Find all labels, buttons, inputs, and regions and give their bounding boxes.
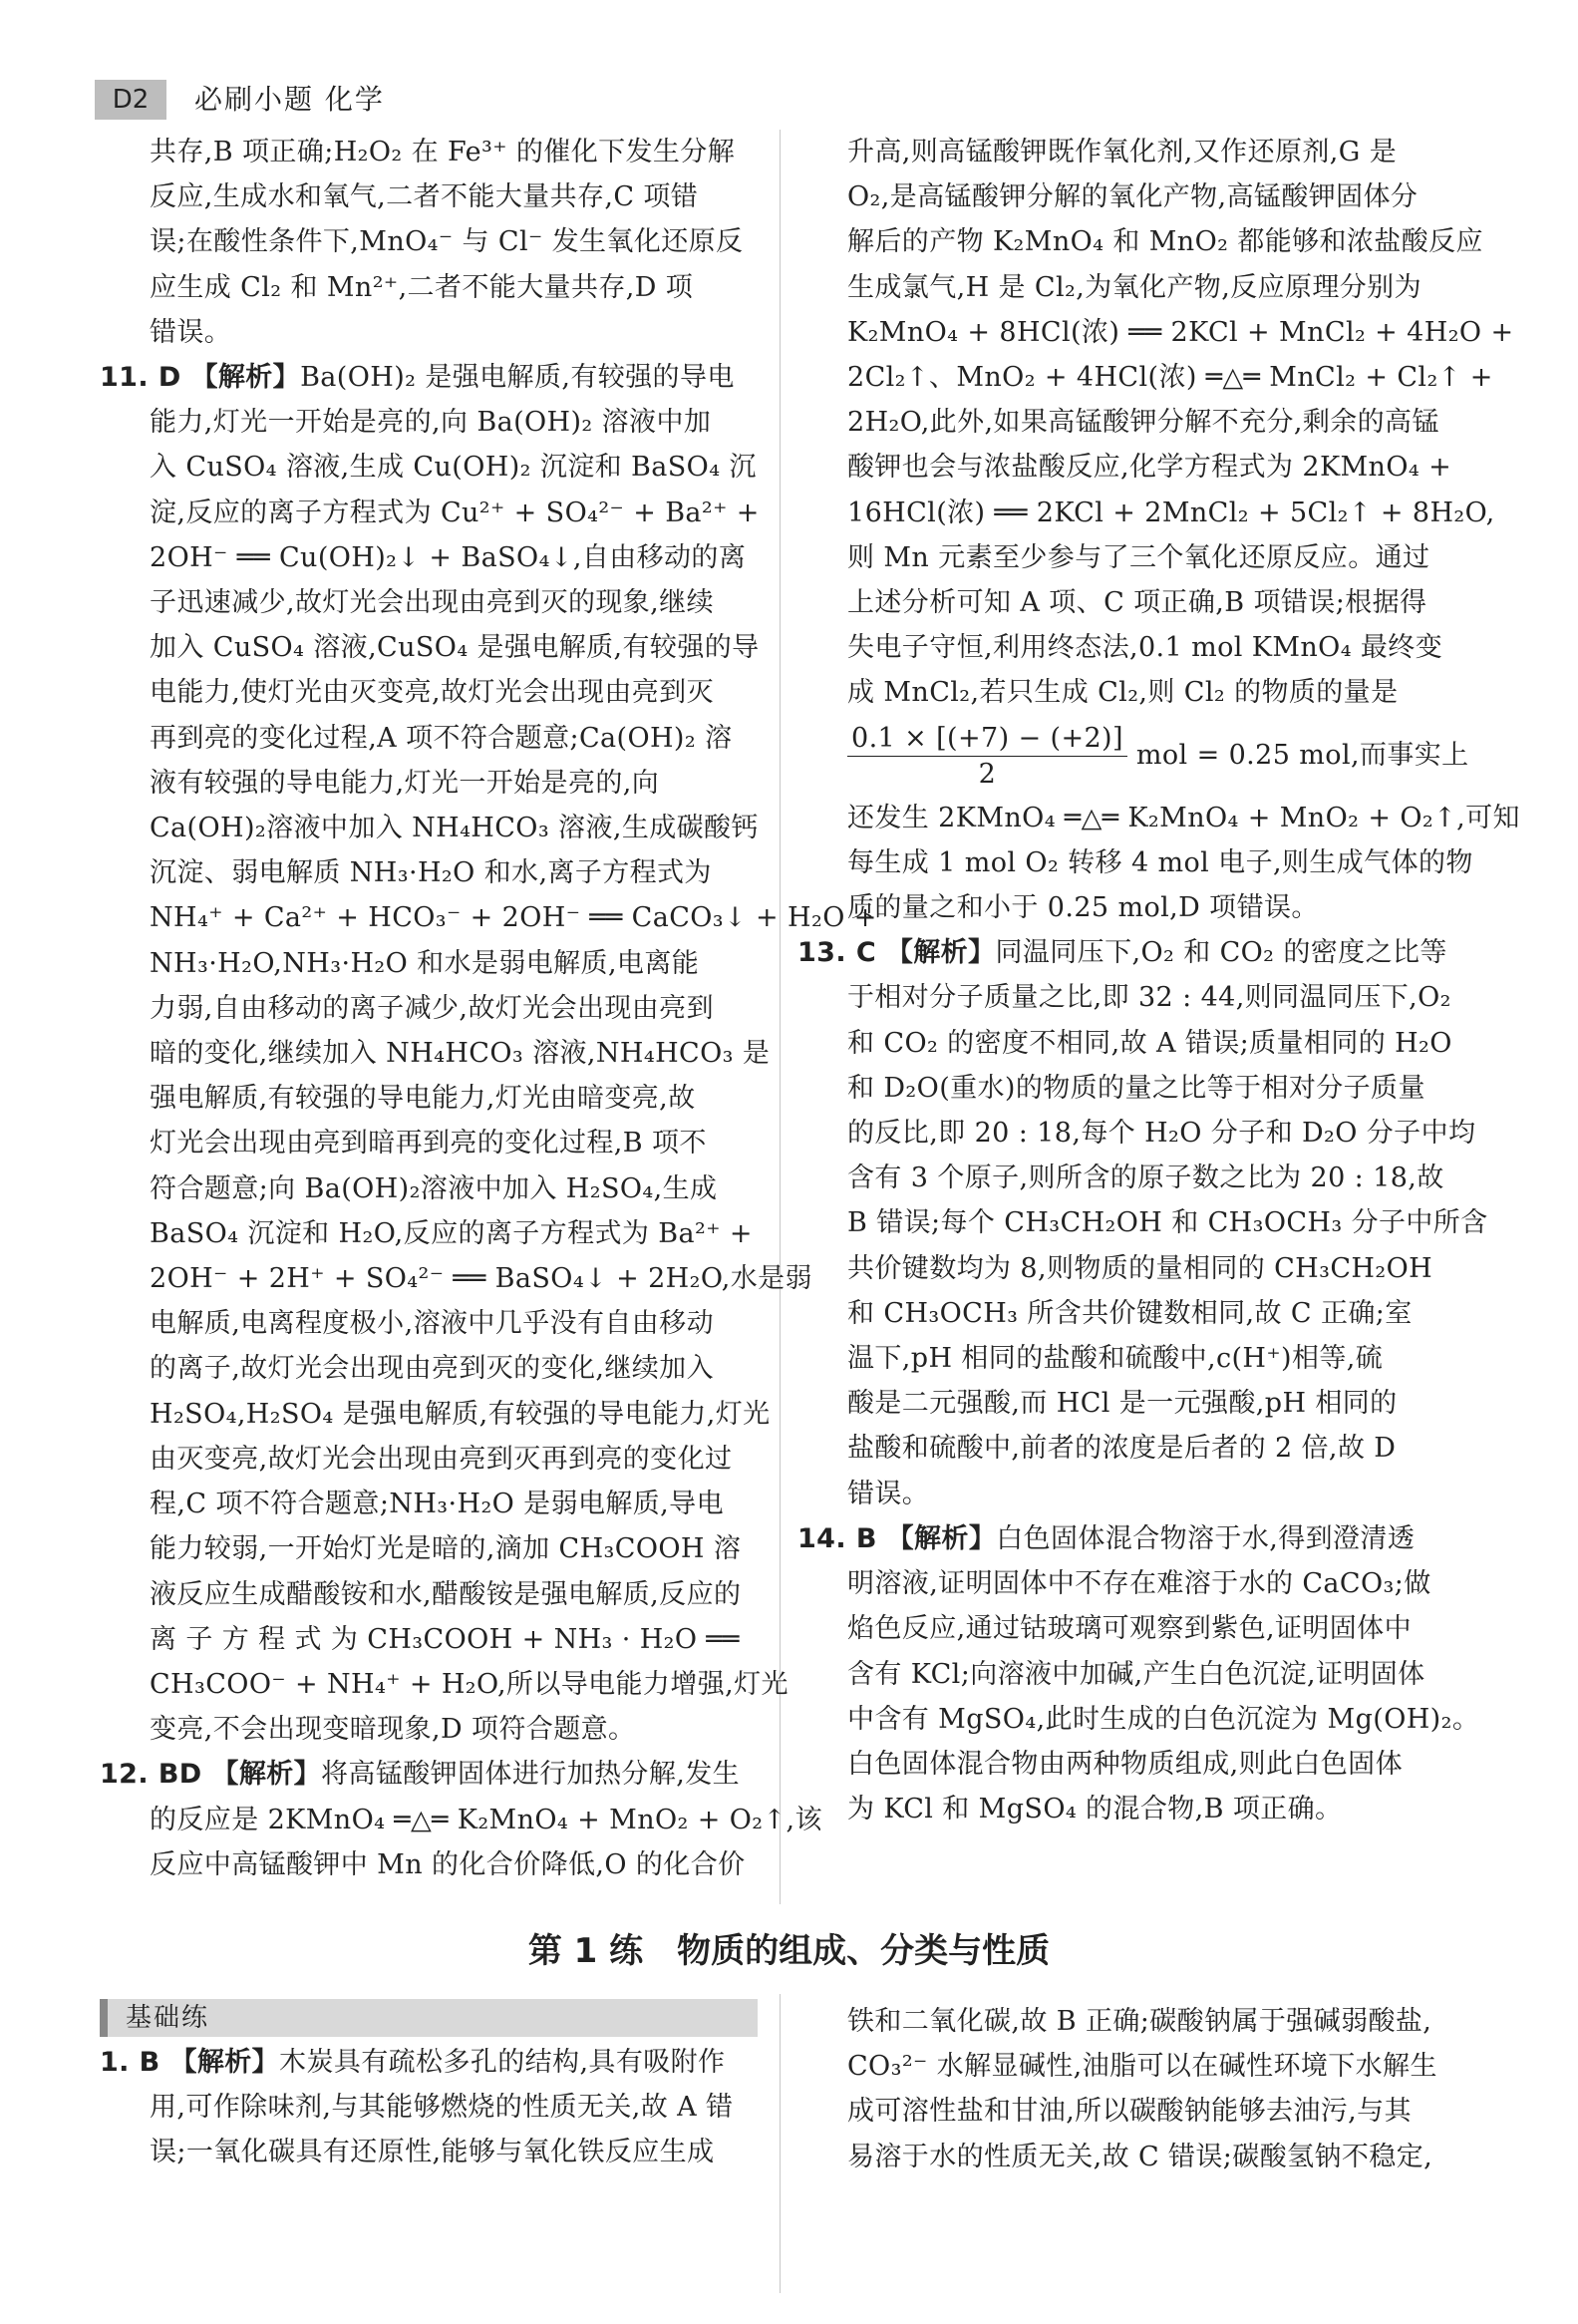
text-line — [797, 1999, 1460, 2044]
line-text: 温下,pH 相同的盐酸和硫酸中,c(H⁺)相等,硫 — [847, 1343, 1384, 1375]
text-line — [100, 1437, 758, 1482]
text-line — [797, 1742, 1460, 1787]
line-text: 反应中高锰酸钾中 Mn 的化合价降低,O 的化合价 — [150, 1848, 746, 1880]
line-text: 再到亮的变化过程,A 项不符合题意;Ca(OH)₂ 溶 — [150, 722, 733, 754]
analysis-tag: 【解析】 — [169, 2047, 280, 2078]
text-line — [797, 2089, 1460, 2134]
line-text: 成可溶性盐和甘油,所以碳酸钠能够去油污,与其 — [847, 2096, 1412, 2128]
analysis-tag: 【解析】 — [190, 362, 301, 394]
line-text: 2H₂O,此外,如果高锰酸钾分解不充分,剩余的高锰 — [847, 407, 1439, 439]
line-text: CO₃²⁻ 水解显碱性,油脂可以在碱性环境下水解生 — [847, 2051, 1437, 2083]
text-line — [797, 1561, 1460, 1606]
text-line — [100, 174, 758, 219]
text-line — [797, 130, 1460, 174]
left-column-bottom — [100, 2040, 758, 2175]
text-line — [100, 1707, 758, 1752]
text-line — [797, 355, 1493, 400]
line-text: 解后的产物 K₂MnO₄ 和 MnO₂ 都能够和浓盐酸反应 — [847, 226, 1483, 258]
question-line — [797, 1516, 1460, 1561]
text-line — [797, 2135, 1460, 2179]
line-text: 含有 KCl;向溶液中加碱,产生白色沉淀,证明固体 — [847, 1658, 1425, 1690]
question-number: 11. D — [100, 362, 191, 394]
line-text: mol = 0.25 mol,而事实上 — [1126, 739, 1469, 771]
line-text: 加入 CuSO₄ 溶液,CuSO₄ 是强电解质,有较强的导 — [150, 632, 760, 664]
question-number: 13. C — [797, 937, 886, 969]
analysis-tag: 【解析】 — [211, 1759, 322, 1791]
line-text: 失电子守恒,利用终态法,0.1 mol KMnO₄ 最终变 — [847, 632, 1443, 664]
line-text: 上述分析可知 A 项、C 项正确,B 项错误;根据得 — [847, 587, 1427, 619]
right-column-top — [797, 130, 1520, 1831]
line-text: 2OH⁻ ══ Cu(OH)₂↓ + BaSO₄↓,自由移动的离 — [150, 541, 747, 573]
line-text: 2OH⁻ + 2H⁺ + SO₄²⁻ ══ BaSO₄↓ + 2H₂O,水是弱 — [150, 1263, 812, 1295]
line-text: 沉淀、弱电解质 NH₃·H₂O 和水,离子方程式为 — [150, 857, 712, 889]
text-line — [797, 1652, 1460, 1697]
line-text: 16HCl(浓) ══ 2KCl + 2MnCl₂ + 5Cl₂↑ + 8H₂O, — [847, 497, 1495, 528]
line-text: 的反应是 2KMnO₄ ═△═ K₂MnO₄ + MnO₂ + O₂↑,该 — [150, 1804, 822, 1835]
text-line — [797, 1606, 1460, 1651]
line-text: 将高锰酸钾固体进行加热分解,发生 — [321, 1759, 741, 1791]
text-line — [100, 310, 758, 355]
text-line — [797, 174, 1460, 219]
text-line — [100, 1392, 771, 1437]
line-text: 成 MnCl₂,若只生成 Cl₂,则 Cl₂ 的物质的量是 — [847, 677, 1399, 709]
line-text: 和 D₂O(重水)的物质的量之比等于相对分子质量 — [847, 1072, 1425, 1104]
text-line — [797, 1021, 1460, 1066]
text-line — [797, 1246, 1460, 1291]
text-line — [797, 1472, 1460, 1516]
text-line — [100, 761, 758, 806]
line-text: 误;在酸性条件下,MnO₄⁻ 与 Cl⁻ 发生氧化还原反 — [150, 226, 744, 258]
text-line — [797, 625, 1460, 670]
text-line — [100, 986, 758, 1031]
line-text: 盐酸和硫酸中,前者的浓度是后者的 2 倍,故 D — [847, 1433, 1397, 1465]
line-text: 2Cl₂↑、MnO₂ + 4HCl(浓) ═△═ MnCl₂ + Cl₂↑ + — [847, 362, 1493, 394]
line-text: 由灭变亮,故灯光会出现由亮到灭再到亮的变化过 — [150, 1443, 733, 1475]
line-text: 还发生 2KMnO₄ ═△═ K₂MnO₄ + MnO₂ + O₂↑,可知 — [847, 802, 1520, 833]
text-line — [797, 1336, 1460, 1381]
line-text: 共存,B 项正确;H₂O₂ 在 Fe³⁺ 的催化下发生分解 — [150, 137, 736, 167]
text-line — [797, 1156, 1460, 1200]
text-line — [100, 806, 758, 850]
line-text: 淀,反应的离子方程式为 Cu²⁺ + SO₄²⁻ + Ba²⁺ + — [150, 497, 760, 528]
line-text: 灯光会出现由亮到暗再到亮的变化过程,B 项不 — [150, 1128, 707, 1160]
text-line — [100, 1526, 758, 1571]
line-text: 变亮,不会出现变暗现象,D 项符合题意。 — [150, 1714, 636, 1746]
text-line — [100, 1617, 758, 1662]
line-text: 错误。 — [847, 1478, 930, 1509]
text-line — [100, 219, 758, 264]
text-line — [797, 400, 1460, 445]
question-number: 12. BD — [100, 1759, 212, 1791]
text-line — [797, 1111, 1476, 1156]
line-text: 反应,生成水和氧气,二者不能大量共存,C 项错 — [150, 181, 699, 213]
line-text: 的离子,故灯光会出现由亮到灭的变化,继续加入 — [150, 1353, 714, 1385]
text-line — [100, 1121, 758, 1165]
line-text: 力弱,自由移动的离子减少,故灯光会出现由亮到 — [150, 992, 714, 1024]
line-text: CH₃COO⁻ + NH₄⁺ + H₂O,所以导电能力增强,灯光 — [150, 1668, 789, 1700]
line-text: 焰色反应,通过钴玻璃可观察到紫色,证明固体中 — [847, 1613, 1412, 1645]
line-text: BaSO₄ 沉淀和 H₂O,反应的离子方程式为 Ba²⁺ + — [150, 1217, 753, 1249]
text-line — [100, 1572, 758, 1617]
page-number-badge: D2 — [95, 80, 166, 120]
text-line — [100, 580, 758, 625]
text-line — [100, 1031, 771, 1076]
line-text: 子迅速减少,故灯光会出现由亮到灭的现象,继续 — [150, 587, 714, 619]
text-line — [100, 1256, 812, 1301]
line-text: 白色固体混合物由两种物质组成,则此白色固体 — [847, 1748, 1403, 1780]
question-line — [100, 2040, 758, 2085]
line-text: NH₄⁺ + Ca²⁺ + HCO₃⁻ + 2OH⁻ ══ CaCO₃↓ + H₂O + — [150, 902, 877, 934]
line-text: 电解质,电离程度极小,溶液中几乎没有自由移动 — [150, 1308, 714, 1340]
column-divider — [780, 1994, 781, 2293]
fraction-denominator: 2 — [978, 758, 997, 790]
text-line — [100, 1166, 758, 1211]
line-text: H₂SO₄,H₂SO₄ 是强电解质,有较强的导电能力,灯光 — [150, 1398, 771, 1430]
line-text: 中含有 MgSO₄,此时生成的白色沉淀为 Mg(OH)₂。 — [847, 1703, 1480, 1735]
line-text: 生成氯气,H 是 Cl₂,为氧化产物,反应原理分别为 — [847, 271, 1421, 303]
text-line — [100, 1662, 789, 1707]
text-line — [797, 445, 1460, 490]
text-line — [797, 1200, 1488, 1245]
line-text: 和 CO₂ 的密度不相同,故 A 错误;质量相同的 H₂O — [847, 1027, 1452, 1059]
line-text: 同温同压下,O₂ 和 CO₂ 的密度之比等 — [995, 937, 1447, 969]
text-line — [100, 400, 758, 445]
question-number: 14. B — [797, 1522, 887, 1554]
text-line — [797, 840, 1473, 885]
line-text: 符合题意;向 Ba(OH)₂溶液中加入 H₂SO₄,生成 — [150, 1172, 718, 1204]
text-line — [797, 1426, 1460, 1471]
text-line — [100, 941, 758, 986]
line-text: 于相对分子质量之比,即 32 : 44,则同温同压下,O₂ — [847, 982, 1451, 1014]
text-line — [797, 975, 1460, 1020]
section-title: 第 1 练 物质的组成、分类与性质 — [527, 1931, 1051, 1971]
text-line — [100, 670, 758, 715]
line-text: Ba(OH)₂ 是强电解质,有较强的导电 — [300, 362, 735, 394]
line-text: 则 Mn 元素至少参与了三个氧化还原反应。通过 — [847, 541, 1430, 573]
line-text: 和 CH₃OCH₃ 所含共价键数相同,故 C 正确;室 — [847, 1297, 1413, 1329]
line-text: 酸钾也会与浓盐酸反应,化学方程式为 2KMnO₄ + — [847, 452, 1452, 484]
line-text: K₂MnO₄ + 8HCl(浓) ══ 2KCl + MnCl₂ + 4H₂O + — [847, 316, 1514, 348]
text-line — [797, 1787, 1460, 1831]
line-text: 升高,则高锰酸钾既作氧化剂,又作还原剂,G 是 — [847, 137, 1398, 167]
line-text: 铁和二氧化碳,故 B 正确;碳酸钠属于强碱弱酸盐, — [847, 2006, 1432, 2037]
text-line — [100, 716, 758, 761]
text-line — [797, 1291, 1460, 1336]
line-text: 的反比,即 20 : 18,每个 H₂O 分子和 D₂O 分子中均 — [847, 1118, 1476, 1150]
text-line — [797, 580, 1460, 625]
line-text: 能力较弱,一开始灯光是暗的,滴加 CH₃COOH 溶 — [150, 1533, 742, 1565]
line-text: 应生成 Cl₂ 和 Mn²⁺,二者不能大量共存,D 项 — [150, 271, 694, 303]
question-line — [100, 355, 758, 400]
text-line — [797, 716, 1469, 796]
fraction-numerator: 0.1 × [(+7) − (+2)] — [847, 721, 1127, 757]
basic-practice-bar — [100, 1999, 758, 2037]
text-line — [797, 670, 1460, 715]
line-text: 程,C 项不符合题意;NH₃·H₂O 是弱电解质,导电 — [150, 1489, 724, 1520]
analysis-tag: 【解析】 — [886, 1522, 997, 1554]
text-line — [100, 1211, 758, 1256]
line-text: 明溶液,证明固体中不存在难溶于水的 CaCO₃;做 — [847, 1568, 1431, 1600]
text-line — [797, 219, 1483, 264]
line-text: 误;一氧化碳具有还原性,能够与氧化铁反应生成 — [150, 2137, 715, 2168]
text-line — [797, 491, 1495, 535]
text-line — [100, 850, 758, 895]
book-title: 必刷小题 化学 — [194, 83, 385, 116]
line-text: 含有 3 个原子,则所含的原子数之比为 20 : 18,故 — [847, 1162, 1444, 1194]
line-text: Ca(OH)₂溶液中加入 NH₄HCO₃ 溶液,生成碳酸钙 — [150, 813, 759, 844]
line-text: 每生成 1 mol O₂ 转移 4 mol 电子,则生成气体的物 — [847, 846, 1473, 878]
line-text: 为 KCl 和 MgSO₄ 的混合物,B 项正确。 — [847, 1794, 1343, 1826]
line-text: 用,可作除味剂,与其能够燃烧的性质无关,故 A 错 — [150, 2092, 734, 2124]
text-line — [797, 1697, 1480, 1742]
line-text: 暗的变化,继续加入 NH₄HCO₃ 溶液,NH₄HCO₃ 是 — [150, 1038, 771, 1070]
text-line — [100, 491, 758, 535]
text-line — [100, 1346, 758, 1391]
line-text: 液反应生成醋酸铵和水,醋酸铵是强电解质,反应的 — [150, 1578, 742, 1610]
line-text: 强电解质,有较强的导电能力,灯光由暗变亮,故 — [150, 1083, 696, 1115]
text-line — [100, 1798, 822, 1842]
line-text: O₂,是高锰酸钾分解的氧化产物,高锰酸钾固体分 — [847, 181, 1419, 213]
line-text: 液有较强的导电能力,灯光一开始是亮的,向 — [150, 767, 660, 799]
text-line — [797, 265, 1460, 310]
text-line — [100, 445, 758, 490]
text-line — [797, 2044, 1460, 2089]
line-text: 酸是二元强酸,而 HCl 是一元强酸,pH 相同的 — [847, 1388, 1398, 1420]
text-line — [797, 535, 1460, 580]
line-text: 木炭具有疏松多孔的结构,具有吸附作 — [279, 2047, 726, 2078]
fraction — [847, 721, 1127, 792]
question-number: 1. B — [100, 2047, 170, 2078]
question-line — [100, 1752, 758, 1797]
line-text: 白色固体混合物溶于水,得到澄清透 — [996, 1522, 1416, 1554]
text-line — [797, 310, 1514, 355]
line-text: 电能力,使灯光由灭变亮,故灯光会出现由亮到灭 — [150, 677, 714, 709]
text-line — [797, 1066, 1460, 1111]
text-line — [100, 130, 758, 174]
line-text: 能力,灯光一开始是亮的,向 Ba(OH)₂ 溶液中加 — [150, 407, 712, 439]
text-line — [100, 535, 758, 580]
text-line — [100, 1301, 758, 1346]
text-line — [100, 1482, 758, 1526]
line-text: 共价键数均为 8,则物质的量相同的 CH₃CH₂OH — [847, 1252, 1433, 1284]
text-line — [100, 895, 877, 940]
line-text: 质的量之和小于 0.25 mol,D 项错误。 — [847, 892, 1319, 924]
text-line — [100, 2085, 758, 2130]
right-column-bottom — [797, 1999, 1460, 2179]
column-divider — [780, 130, 781, 1904]
text-line — [100, 1076, 758, 1121]
text-line — [100, 625, 758, 670]
basic-practice-label: 基础练 — [126, 2003, 210, 2033]
analysis-tag: 【解析】 — [885, 937, 996, 969]
line-text: NH₃·H₂O,NH₃·H₂O 和水是弱电解质,电离能 — [150, 947, 700, 979]
page-header — [95, 80, 1500, 120]
text-line — [100, 1842, 758, 1887]
line-text: 离 子 方 程 式 为 CH₃COOH + NH₃ · H₂O ══ — [150, 1623, 740, 1655]
question-line — [797, 930, 1460, 975]
line-text: 易溶于水的性质无关,故 C 错误;碳酸氢钠不稳定, — [847, 2141, 1433, 2172]
text-line — [797, 885, 1460, 930]
text-line — [100, 265, 758, 310]
text-line — [797, 1381, 1460, 1426]
line-text: 入 CuSO₄ 溶液,生成 Cu(OH)₂ 沉淀和 BaSO₄ 沉 — [150, 452, 757, 484]
line-text: B 错误;每个 CH₃CH₂OH 和 CH₃OCH₃ 分子中所含 — [847, 1207, 1488, 1239]
text-line — [797, 796, 1520, 840]
line-text: 错误。 — [150, 316, 232, 348]
text-line — [100, 2130, 758, 2174]
